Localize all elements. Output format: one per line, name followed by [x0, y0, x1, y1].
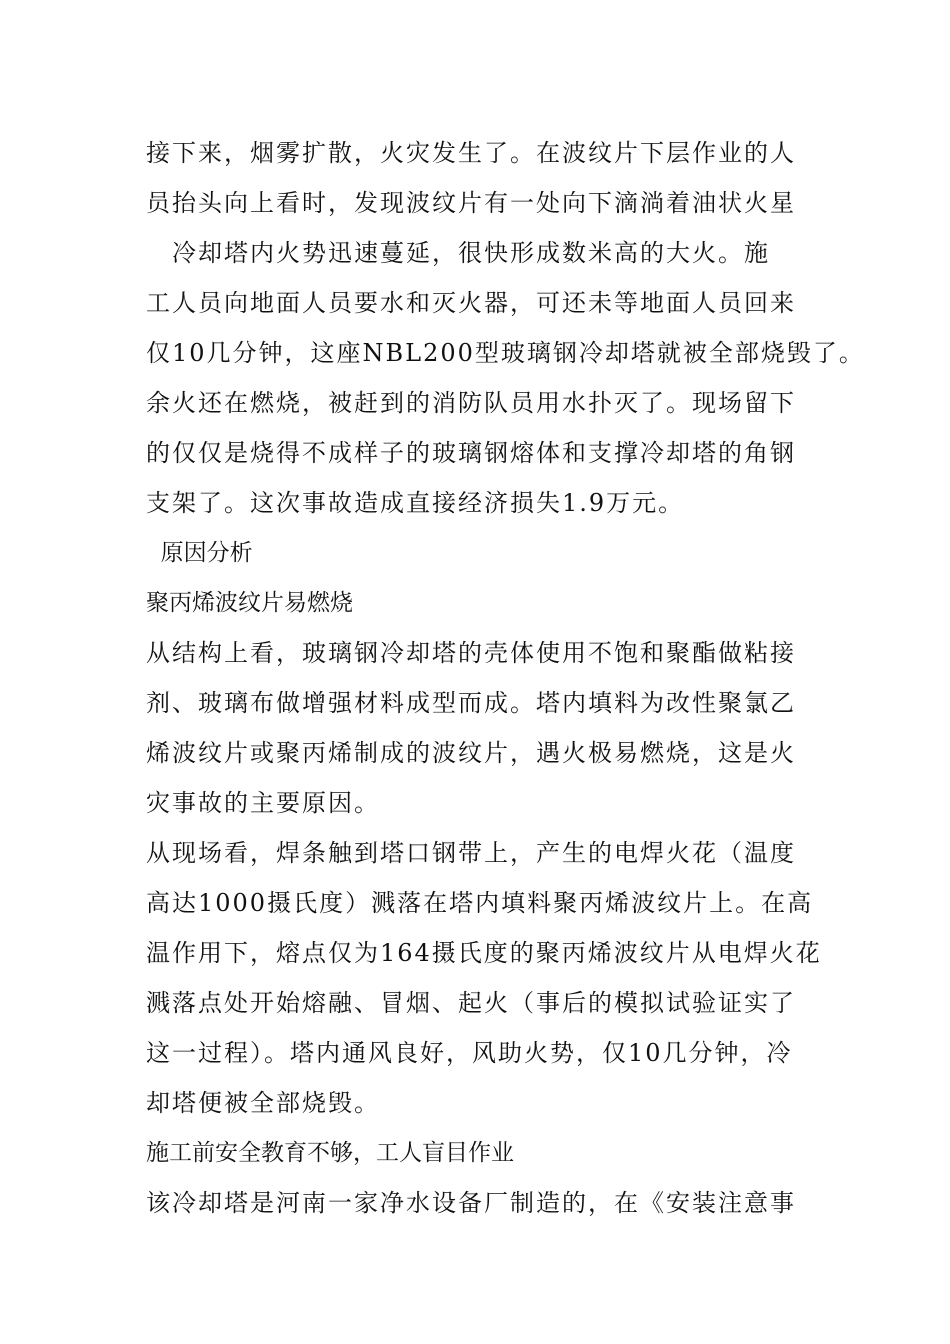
text-line: 冷却塔内火势迅速蔓延，很快形成数米高的大火。施	[146, 239, 770, 267]
text-line: 烯波纹片或聚丙烯制成的波纹片，遇火极易燃烧，这是火	[146, 739, 796, 767]
heading-cause-analysis	[146, 528, 816, 578]
section-heading: 施工前安全教育不够，工人盲目作业	[146, 1140, 514, 1166]
text-line: 剂、玻璃布做增强材料成型而成。塔内填料为改性聚氯乙	[146, 689, 796, 717]
text-line: 高达1000摄氏度）溅落在塔内填料聚丙烯波纹片上。在高	[146, 889, 814, 917]
text-line: 却塔便被全部烧毁。	[146, 1089, 380, 1117]
text-line: 溅落点处开始熔融、冒烟、起火（事后的模拟试验证实了	[146, 989, 796, 1017]
text-line: 该冷却塔是河南一家净水设备厂制造的，在《安装注意事	[146, 1189, 796, 1217]
text-line: 从现场看，焊条触到塔口钢带上，产生的电焊火花（温度	[146, 839, 796, 867]
paragraph-structure	[146, 628, 816, 828]
text-line: 接下来，烟雾扩散，火灾发生了。在波纹片下层作业的人	[146, 139, 796, 167]
paragraph-fire-start	[146, 128, 816, 228]
text-line: 支架了。这次事故造成直接经济损失1.9万元。	[146, 489, 685, 517]
section-heading: 聚丙烯波纹片易燃烧	[146, 590, 353, 616]
section-heading: 原因分析	[146, 540, 253, 566]
heading-safety-education	[146, 1128, 816, 1178]
paragraph-fire-spread	[146, 228, 865, 528]
text-line: 这一过程）。塔内通风良好，风助火势，仅10几分钟，冷	[146, 1039, 793, 1067]
text-line: 灾事故的主要原因。	[146, 789, 380, 817]
text-line: 员抬头向上看时，发现波纹片有一处向下滴淌着油状火星	[146, 189, 796, 217]
heading-flammable-material	[146, 578, 816, 628]
text-line: 工人员向地面人员要水和灭火器，可还未等地面人员回来	[146, 289, 796, 317]
text-line: 的仅仅是烧得不成样子的玻璃钢熔体和支撑冷却塔的角钢	[146, 439, 796, 467]
text-line: 仅10几分钟，这座NBL200型玻璃钢冷却塔就被全部烧毁了。	[146, 339, 865, 367]
text-line: 温作用下，熔点仅为164摄氏度的聚丙烯波纹片从电焊火花	[146, 939, 822, 967]
text-line: 余火还在燃烧，被赶到的消防队员用水扑灭了。现场留下	[146, 389, 796, 417]
document-body	[146, 128, 865, 1228]
paragraph-manufacturer	[146, 1178, 816, 1228]
text-line: 从结构上看，玻璃钢冷却塔的壳体使用不饱和聚酯做粘接	[146, 639, 796, 667]
paragraph-site-analysis	[146, 828, 822, 1128]
